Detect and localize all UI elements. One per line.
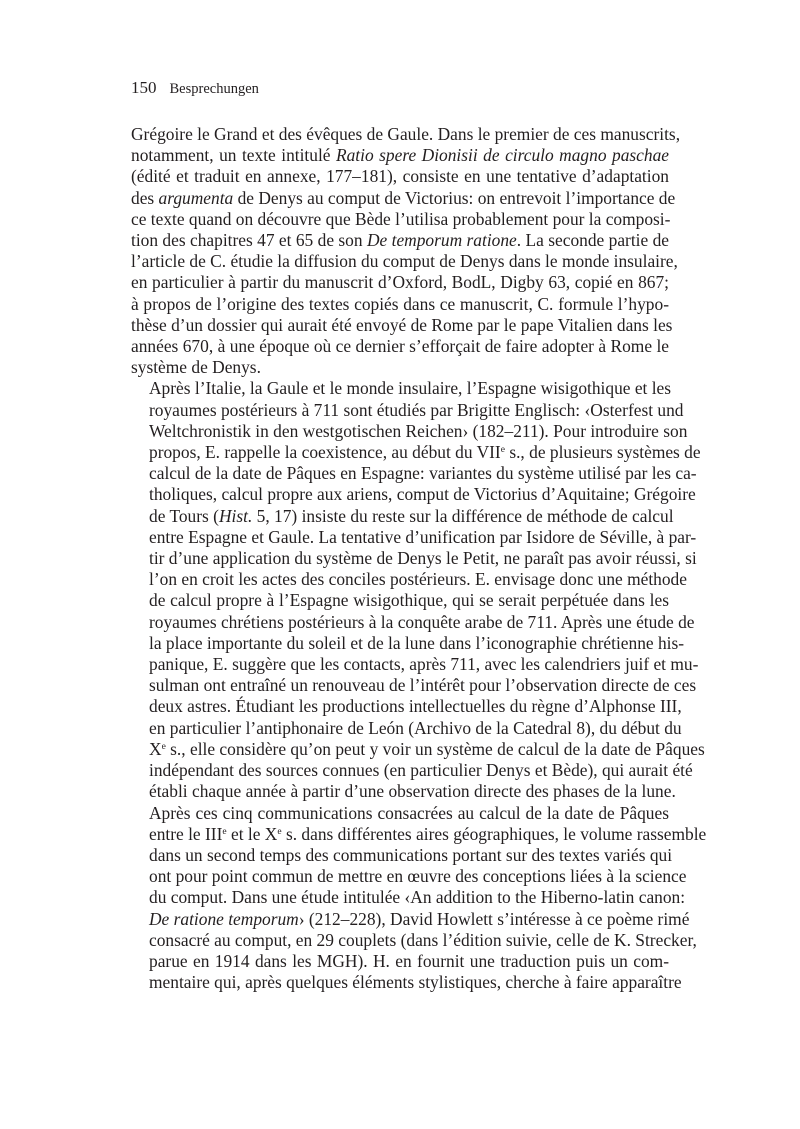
text-line: l’article de C. étudie la diffusion du comput de Denys dans le monde insulaire,: [131, 251, 678, 272]
text-line: l’on en croit les actes des conciles postérieurs. E. envisage donc une méthode: [149, 569, 687, 590]
text-line: établi chaque année à partir d’une observation directe des phases de la lune.: [149, 781, 676, 802]
text-line: dans un second temps des communications portant sur des textes variés qui: [149, 844, 673, 865]
text-line: parue en 1914 dans les MGH). H. en fournit une traduction puis un com-: [149, 950, 669, 971]
text-line: consacré au comput, en 29 couplets (dans l’édition suivie, celle de K. Strecker,: [149, 929, 697, 950]
text-line: tir d’une application du système de Denys le Petit, ne paraît pas avoir réussi, si: [149, 548, 697, 569]
section-title: Besprechungen: [169, 81, 259, 97]
text-line: la place importante du soleil et de la lune dans l’iconographie chrétienne his-: [149, 632, 685, 653]
text-line: De ratione temporum› (212–228), David Howlett s’intéresse à ce poème rimé: [149, 908, 690, 929]
text-line: en particulier à partir du manuscrit d’Oxford, BodL, Digby 63, copié en 867;: [131, 272, 669, 293]
text-line: Weltchronistik in den westgotischen Reichen› (182–211). Pour introduire son: [149, 420, 688, 441]
text-line: Grégoire le Grand et des évêques de Gaule. Dans le premier de ces manuscrits,: [131, 124, 681, 144]
paragraph: [131, 124, 681, 378]
running-head: [131, 78, 259, 99]
text-line: propos, E. rappelle la coexistence, au début du VIIe s., de plusieurs systèmes de: [149, 442, 701, 463]
text-line: à propos de l’origine des textes copiés dans ce manuscrit, C. formule l’hypo-: [131, 293, 669, 314]
text-line: mentaire qui, après quelques éléments stylistiques, cherche à faire apparaître: [149, 972, 682, 993]
text-line: sulman ont entraîné un renouveau de l’intérêt pour l’observation directe de ces: [149, 675, 697, 696]
text-line: système de Denys.: [131, 357, 261, 378]
text-line: Après ces cinq communications consacrées au calcul de la date de Pâques: [149, 802, 669, 823]
text-line: du comput. Dans une étude intitulée ‹An addition to the Hiberno-latin canon:: [149, 887, 686, 908]
text-line: calcul de la date de Pâques en Espagne: variantes du système utilisé par les ca-: [149, 463, 697, 484]
text-line: entre Espagne et Gaule. La tentative d’unification par Isidore de Séville, à par-: [149, 526, 697, 547]
text-line: entre le IIIe et le Xe s. dans différentes aires géographiques, le volume rassemble: [149, 823, 707, 844]
page-number: 150: [131, 78, 157, 97]
text-line: de calcul propre à l’Espagne wisigothique, qui se serait perpétuée dans les: [149, 590, 669, 611]
text-line: notamment, un texte intitulé Ratio spere Dionisii de circulo magno paschae: [131, 145, 669, 166]
text-line: thèse d’un dossier qui aurait été envoyé de Rome par le pape Vitalien dans les: [131, 314, 673, 335]
body-text: [131, 124, 707, 993]
text-line: deux astres. Étudiant les productions intellectuelles du règne d’Alphonse III,: [149, 696, 682, 717]
text-line: royaumes chrétiens postérieurs à la conquête arabe de 711. Après une étude de: [149, 611, 695, 632]
text-line: indépendant des sources connues (en particulier Denys et Bède), qui aurait été: [149, 760, 693, 781]
text-line: ce texte quand on découvre que Bède l’utilisa probablement pour la composi-: [131, 208, 671, 229]
text-line: ont pour point commun de mettre en œuvre des conceptions liées à la science: [149, 866, 687, 887]
text-line: Après l’Italie, la Gaule et le monde insulaire, l’Espagne wisigothique et les: [149, 378, 672, 399]
text-line: tion des chapitres 47 et 65 de son De temporum ratione. La seconde partie de: [131, 230, 670, 251]
text-line: royaumes postérieurs à 711 sont étudiés par Brigitte Englisch: ‹Osterfest und: [149, 399, 684, 420]
text-line: (édité et traduit en annexe, 177–181), consiste en une tentative d’adaptation: [131, 166, 669, 187]
paragraph: [131, 378, 705, 802]
text-line: de Tours (Hist. 5, 17) insiste du reste sur la différence de méthode de calcul: [149, 505, 674, 526]
text-line: tholiques, calcul propre aux ariens, comput de Victorius d’Aquitaine; Grégoire: [149, 484, 696, 505]
text-line: Xe s., elle considère qu’on peut y voir un système de calcul de la date de Pâques: [149, 738, 705, 759]
text-line: années 670, à une époque où ce dernier s’efforçait de faire adopter à Rome le: [131, 336, 669, 357]
paragraph: [131, 802, 707, 994]
text-line: panique, E. suggère que les contacts, après 711, avec les calendriers juif et mu-: [149, 654, 699, 675]
text-line: des argumenta de Denys au comput de Victorius: on entrevoit l’importance de: [131, 187, 676, 208]
text-line: en particulier l’antiphonaire de León (Archivo de la Catedral 8), du début du: [149, 717, 682, 738]
